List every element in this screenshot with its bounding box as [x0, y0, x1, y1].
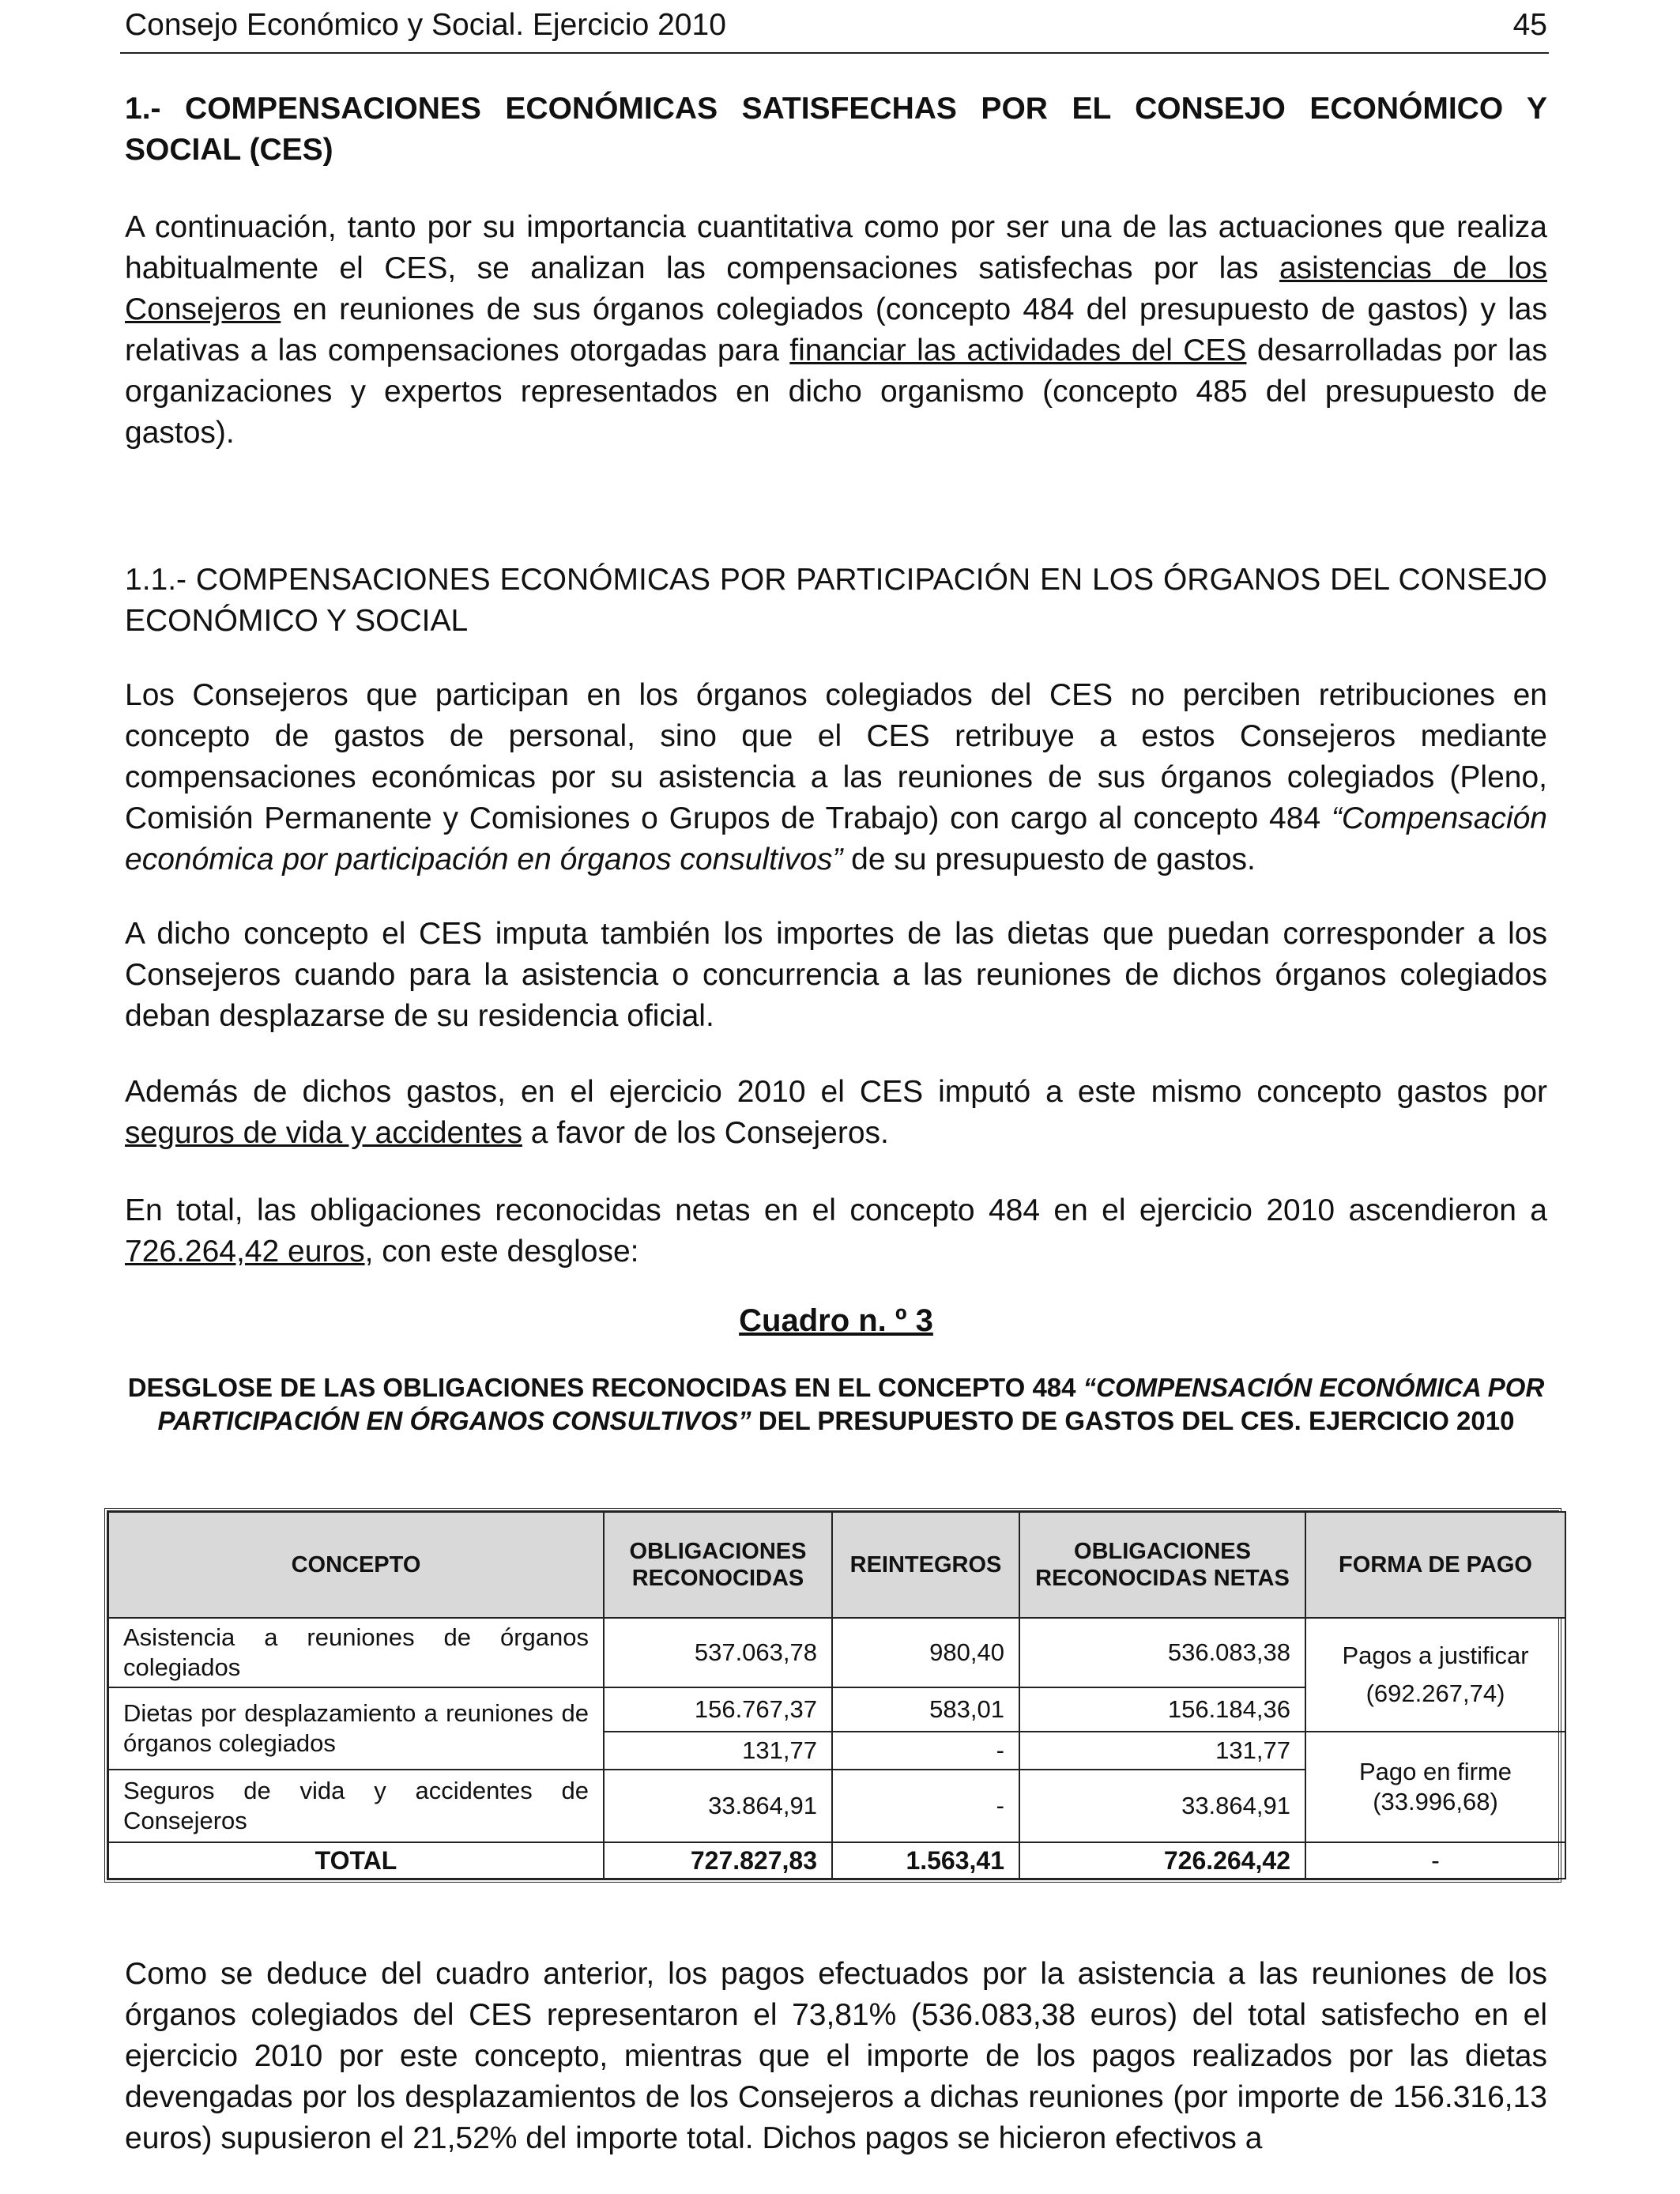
- cell-obligaciones: 156.767,37: [604, 1687, 832, 1732]
- closing-paragraph: Como se deduce del cuadro anterior, los pagos efectuados por la asistencia a las reuniones de los órganos colegiados del CES representaron el 73,81% (536.083,38 euros) del total satisfecho en el ejercicio 2010 por este concepto, mientras que el importe de los pagos realizados por las dietas devengadas por los desplazamientos de los Consejeros a dichas reuniones (por importe de 156.316,13 euros) supusieron el 21,52% del importe total. Dichos pagos se hicieron efectivos a: [125, 1957, 1547, 2155]
- forma-pago-amount: (692.267,74): [1365, 1679, 1505, 1707]
- section-1-1-paragraph-4: [125, 1190, 1547, 1272]
- cell-obligaciones: 33.864,91: [604, 1770, 832, 1842]
- table-row: [108, 1618, 1565, 1687]
- table-label: Cuadro n. º 3: [739, 1303, 933, 1338]
- column-header: FORMA DE PAGO: [1305, 1512, 1565, 1618]
- section-1-paragraph: [125, 207, 1547, 454]
- total-forma-pago: -: [1305, 1842, 1565, 1879]
- text-run: Los Consejeros que participan en los órganos colegiados del CES no perciben retribuciones en concepto de gastos de personal, sino que el CES retribuye a estos Consejeros mediante compensaciones económicas por su asistencia a las reuniones de sus órganos colegiados (Pleno, Comisión Permanente y Comisiones o Grupos de Trabajo) con cargo al concepto 484: [125, 678, 1547, 835]
- underlined-text: financiar las actividades del CES: [789, 334, 1247, 368]
- section-1-heading: 1.- COMPENSACIONES ECONÓMICAS SATISFECHAS POR EL CONSEJO ECONÓMICO Y SOCIAL (CES): [125, 92, 1547, 167]
- cell-netas: 536.083,38: [1019, 1618, 1305, 1687]
- text-run: DEL PRESUPUESTO DE GASTOS DEL CES. EJERCICIO 2010: [751, 1406, 1515, 1435]
- italic-text: “COMPENSACIÓN ECONÓMICA POR PARTICIPACIÓN EN ÓRGANOS CONSULTIVOS”: [157, 1373, 1545, 1435]
- cell-forma-pago-firme: [1305, 1732, 1565, 1842]
- total-reintegros: 1.563,41: [832, 1842, 1019, 1879]
- underlined-text: 726.264,42 euros: [125, 1235, 365, 1269]
- text-run: de su presupuesto de gastos.: [842, 843, 1256, 876]
- text-run: a favor de los Consejeros.: [522, 1116, 889, 1150]
- cell-obligaciones: 131,77: [604, 1732, 832, 1770]
- text-run: , con este desglose:: [364, 1235, 639, 1269]
- cell-concepto: Seguros de vida y accidentes de Consejeros: [108, 1770, 604, 1842]
- cell-reintegros: -: [832, 1732, 1019, 1770]
- cell-reintegros: 583,01: [832, 1687, 1019, 1732]
- column-header: OBLIGACIONES RECONOCIDAS: [604, 1512, 832, 1618]
- total-obligaciones: 727.827,83: [604, 1842, 832, 1879]
- text-run: DESGLOSE DE LAS OBLIGACIONES RECONOCIDAS EN EL CONCEPTO 484: [127, 1373, 1083, 1402]
- table-title: [125, 1371, 1547, 1438]
- total-netas: 726.264,42: [1019, 1842, 1305, 1879]
- cell-concepto: Asistencia a reuniones de órganos colegiados: [108, 1618, 604, 1687]
- breakdown-table: [104, 1508, 1561, 1883]
- text-run: desarrolladas por las organizaciones y expertos representados en dicho organismo (concepto 485 del presupuesto de gastos).: [125, 334, 1547, 450]
- cell-reintegros: -: [832, 1770, 1019, 1842]
- column-header: REINTEGROS: [832, 1512, 1019, 1618]
- running-header: [125, 8, 1547, 47]
- cell-reintegros: 980,40: [832, 1618, 1019, 1687]
- cell-netas: 33.864,91: [1019, 1770, 1305, 1842]
- text-run: A continuación, tanto por su importancia cuantitativa como por ser una de las actuaciones que realiza habitualmente el CES, se analizan las compensaciones satisfechas por las: [125, 210, 1547, 285]
- column-header: OBLIGACIONES RECONOCIDAS NETAS: [1019, 1512, 1305, 1618]
- cell-obligaciones: 537.063,78: [604, 1618, 832, 1687]
- column-header: CONCEPTO: [108, 1512, 604, 1618]
- table-total-row: [108, 1842, 1565, 1879]
- text-run: En total, las obligaciones reconocidas netas en el concepto 484 en el ejercicio 2010 ascendieron a: [125, 1193, 1547, 1227]
- cell-forma-pago-justificar: [1305, 1618, 1565, 1732]
- page-number: 45: [1512, 8, 1547, 42]
- forma-pago-label: Pago en firme: [1359, 1758, 1512, 1785]
- total-label: TOTAL: [108, 1842, 604, 1879]
- text-run: Además de dichos gastos, en el ejercicio 2010 el CES imputó a este mismo concepto gastos por: [125, 1075, 1547, 1109]
- cell-concepto: Dietas por desplazamiento a reuniones de órganos colegiados: [108, 1687, 604, 1770]
- underlined-text: seguros de vida y accidentes: [125, 1116, 522, 1150]
- cell-netas: 156.184,36: [1019, 1687, 1305, 1732]
- underlined-text: asistencias de los Consejeros: [125, 251, 1547, 326]
- forma-pago-amount: (33.996,68): [1373, 1788, 1498, 1815]
- table-header-row: [108, 1512, 1565, 1618]
- text-run: en reuniones de sus órganos colegiados (concepto 484 del presupuesto de gastos) y las relativas a las compensaciones otorgadas para: [125, 292, 1547, 368]
- section-1-1-heading: 1.1.- COMPENSACIONES ECONÓMICAS POR PARTICIPACIÓN EN LOS ÓRGANOS DEL CONSEJO ECONÓMICO Y SOCIAL: [125, 563, 1547, 638]
- cell-netas: 131,77: [1019, 1732, 1305, 1770]
- italic-text: “Compensación económica por participación en órganos consultivos”: [125, 801, 1547, 876]
- section-1-1-paragraph-1: [125, 675, 1547, 880]
- section-1-1-paragraph-2: A dicho concepto el CES imputa también los importes de las dietas que puedan corresponder a los Consejeros cuando para la asistencia o concurrencia a las reuniones de dichos órganos colegiados deban desplazarse de su residencia oficial.: [125, 917, 1547, 1033]
- header-title: Consejo Económico y Social. Ejercicio 2010: [125, 8, 726, 42]
- forma-pago-label: Pagos a justificar: [1342, 1642, 1529, 1669]
- section-1-1-paragraph-3: [125, 1072, 1547, 1154]
- header-divider: [120, 52, 1549, 54]
